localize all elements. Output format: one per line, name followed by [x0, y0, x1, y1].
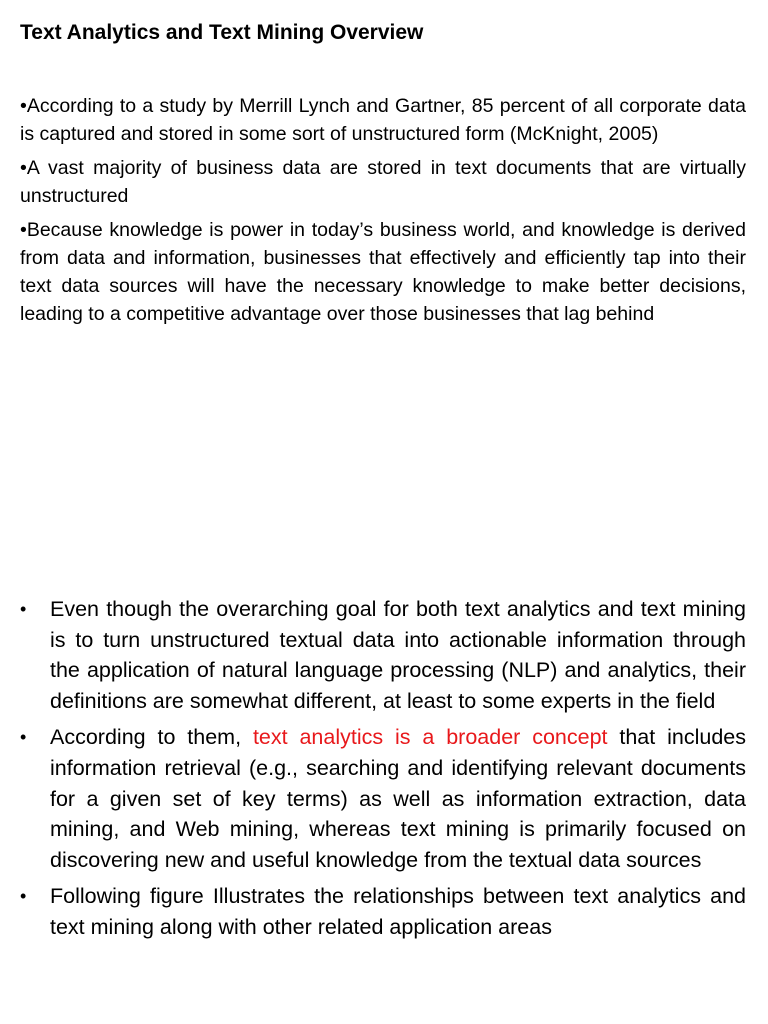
definition-bullet-2 [20, 722, 746, 875]
highlighted-phrase: text analytics is a broader concept [252, 725, 608, 750]
bullet-dot-icon: • [20, 727, 27, 748]
intro-bullet-3: •Because knowledge is power in today’s business world, and knowledge is derived from data and information, businesses that effectively and efficiently tap into their text data sources will have the necessary knowledge to make better decisions, leading to a competitive advantage over those businesses that lag behind [20, 219, 746, 325]
definition-bullet-2-lead: According to them, [50, 725, 253, 750]
definition-bullet-3 [20, 881, 746, 942]
intro-bullet-2: •A vast majority of business data are stored in text documents that are virtually unstructured [20, 157, 746, 207]
definition-bullet-1-text: Even though the overarching goal for both text analytics and text mining is to turn unstructured textual data into actionable information through the application of natural language processing (NLP) and analytics, their definitions are somewhat different, at least to some experts in the field [50, 597, 746, 713]
definition-bullet-2-rest: that includes information retrieval (e.g., searching and identifying relevant documents for a given set of key terms) as well as information extraction, data mining, and Web mining, whereas text mining is primarily focused on discovering new and useful knowledge from the textual data sources [50, 725, 746, 872]
bullet-dot-icon: • [20, 599, 27, 619]
intro-bullet-list [20, 92, 746, 334]
definition-bullet-list [20, 594, 746, 949]
page-title: Text Analytics and Text Mining Overview [20, 21, 424, 44]
bullet-dot-icon: • [20, 886, 27, 907]
definition-bullet-1 [20, 594, 746, 716]
intro-bullet-1: •According to a study by Merrill Lynch and Gartner, 85 percent of all corporate data is captured and stored in some sort of unstructured form (McKnight, 2005) [20, 95, 746, 145]
definition-bullet-3-text: Following figure Illustrates the relationships between text analytics and text mining along with other related application areas [50, 884, 746, 939]
